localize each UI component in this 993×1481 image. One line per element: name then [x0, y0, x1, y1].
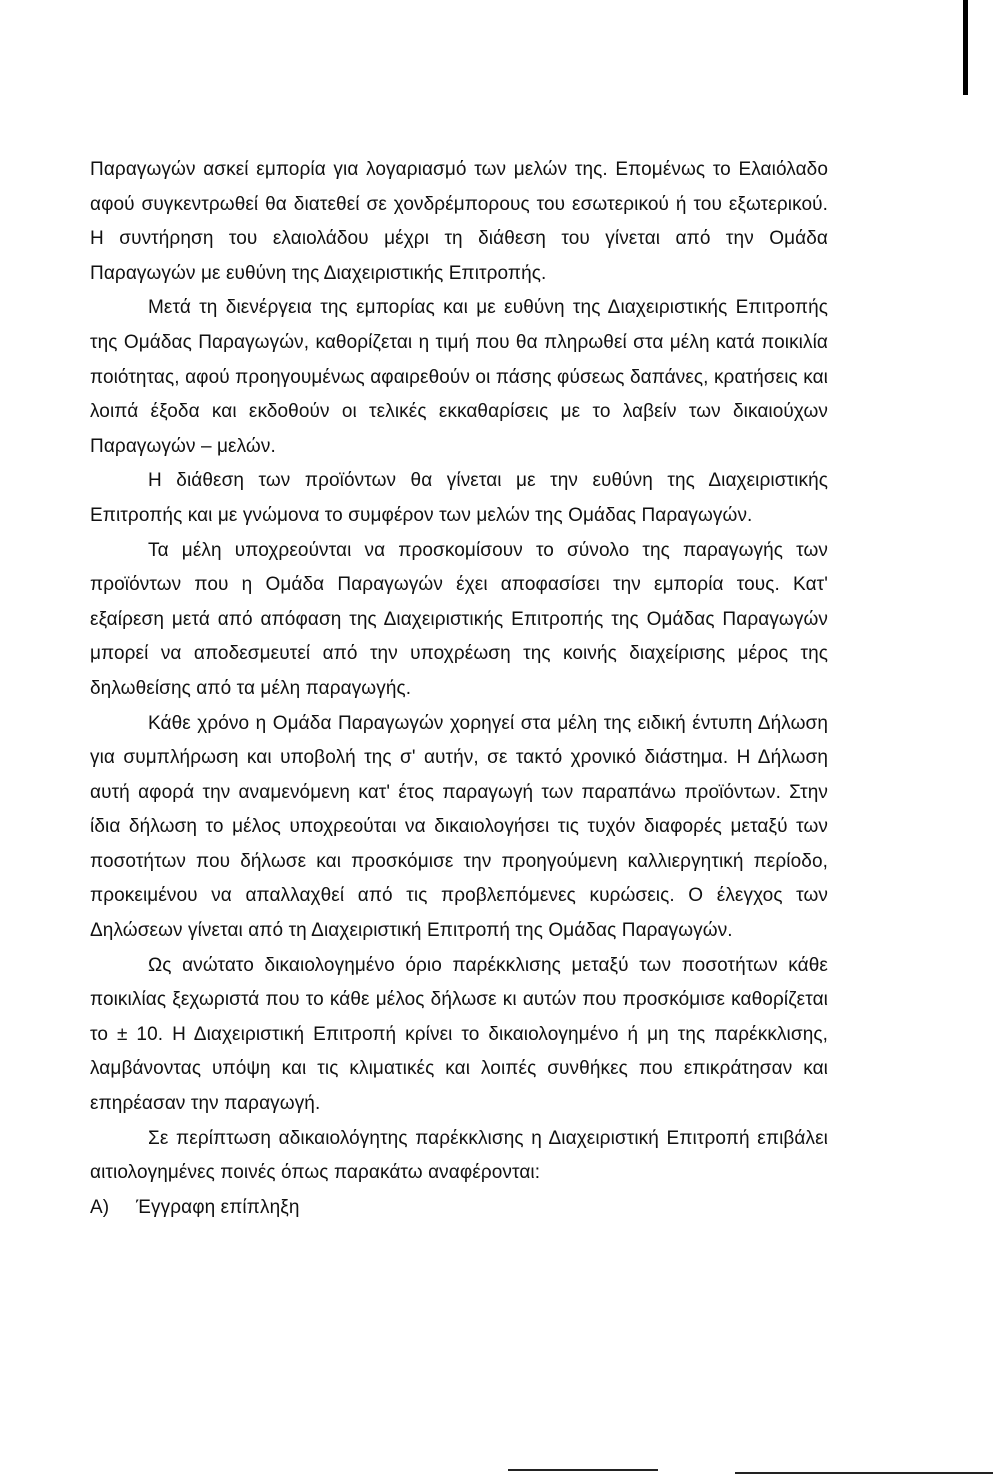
paragraph-deviation-limit: Ως ανώτατο δικαιολογημένο όριο παρέκκλισης μεταξύ των ποσοτήτων κάθε ποικιλίας ξεχωριστά που το κάθε μέλος δήλωσε κι αυτών που προσκόμισε καθορίζεται το ± 10. Η Διαχειριστική Επιτροπή κρίνει το δικαιολογημένο ή μη της παρέκκλισης, λαμβάνοντας υπόψη και τις κλιματικές και λοιπές συνθήκες που επικράτησαν και επηρέασαν την παραγωγή.: [90, 954, 828, 1115]
paragraph-penalties: Σε περίπτωση αδικαιολόγητης παρέκκλισης η Διαχειριστική Επιτροπή επιβάλει αιτιολογημένες ποινές όπως παρακάτω αναφέρονται:: [90, 1127, 828, 1184]
paragraph-product-disposal: Η διάθεση των προϊόντων θα γίνεται με την ευθύνη της Διαχειριστικής Επιτροπής και με γνώμονα το συμφέρον των μελών της Ομάδας Παραγωγών.: [90, 470, 828, 526]
list-item: [90, 1191, 828, 1226]
list-item-letter: Α): [90, 1196, 110, 1218]
paragraph-annual-declaration: Κάθε χρόνο η Ομάδα Παραγωγών χορηγεί στα μέλη της ειδική έντυπη Δήλωση για συμπλήρωση και υποβολή της σ' αυτήν, σε τακτό χρονικό διάστημα. Η Δήλωση αυτή αφορά την αναμενόμενη κατ' έτος παραγωγή των παραπάνω προϊόντων. Στην ίδια δήλωση το μέλος υποχρεούται να δικαιολογήσει τις τυχόν διαφορές μεταξύ των ποσοτήτων που δήλωσε και προσκόμισε την προηγούμενη καλλιεργητική περίοδο, προκειμένου να απαλλαχθεί από τις προβλεπόμενες κυρώσεις. Ο έλεγχος των Δηλώσεων γίνεται από τη Διαχειριστική Επιτροπή της Ομάδας Παραγωγών.: [90, 712, 828, 942]
paragraph-pricing: Μετά τη διενέργεια της εμπορίας και με ευθύνη της Διαχειριστικής Επιτροπής της Ομάδας Παραγωγών, καθορίζεται η τιμή που θα πληρωθεί στα μέλη κατά ποικιλία ποιότητας, αφού προηγουμένως αφαιρεθούν οι πάσης φύσεως δαπάνες, κρατήσεις και λοιπά έξοδα και εκδοθούν οι τελικές εκκαθαρίσεις με το λαβείν των δικαιούχων Παραγωγών – μελών.: [90, 297, 828, 457]
document-body: [90, 153, 828, 1225]
footer-rule-right: [735, 1472, 993, 1474]
paragraph-member-obligations: Τα μέλη υποχρεούνται να προσκομίσουν το σύνολο της παραγωγής των προϊόντων που η Ομάδα Παραγωγών έχει αποφασίσει την εμπορία τους. Κατ' εξαίρεση μετά από απόφαση της Διαχειριστικής Επιτροπής της Ομάδας Παραγωγών μπορεί να αποδεσμευτεί από την υποχρέωση της κοινής διαχείρισης μέρος της δηλωθείσης από τα μέλη παραγωγής.: [90, 539, 828, 699]
scan-edge-mark: [963, 0, 968, 95]
list-item-text: Έγγραφη επίπληξη: [136, 1196, 300, 1218]
paragraph-continuation: Παραγωγών ασκεί εμπορία για λογαριασμό των μελών της. Επομένως το Ελαιόλαδο αφού συγκεντρωθεί θα διατεθεί σε χονδρέμπορους του εσωτερικού ή του εξωτερικού. Η συντήρηση του ελαιολάδου μέχρι τη διάθεση του γίνεται από την Ομάδα Παραγωγών με ευθύνη της Διαχειριστικής Επιτροπής.: [90, 159, 828, 284]
footer-rule-left: [508, 1469, 658, 1471]
